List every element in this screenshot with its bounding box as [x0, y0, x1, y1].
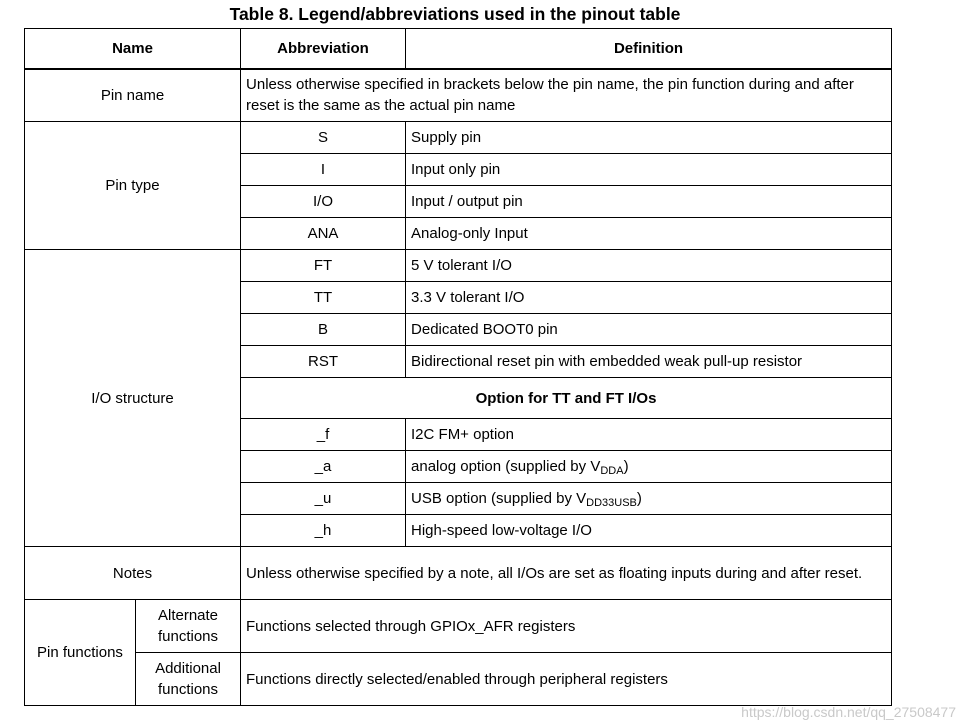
definition-text: ) [636, 490, 642, 507]
abbreviation-cell: TT [241, 282, 406, 314]
abbreviation-cell: _u [241, 483, 406, 515]
pin-type-label: Pin type [25, 122, 241, 250]
abbreviation-cell: I/O [241, 186, 406, 218]
header-name: Name [25, 29, 241, 69]
abbreviation-cell: I [241, 154, 406, 186]
subscript: DD33USB [586, 497, 637, 509]
watermark: https://blog.csdn.net/qq_27508477 [741, 704, 956, 720]
definition-cell [406, 451, 892, 483]
abbreviation-cell: B [241, 314, 406, 346]
table-row [25, 250, 892, 282]
definition-cell: Input only pin [406, 154, 892, 186]
abbreviation-cell: _h [241, 515, 406, 547]
definition-cell: Functions directly selected/enabled through peripheral registers [241, 653, 892, 706]
table-row [25, 69, 892, 122]
abbreviation-cell: S [241, 122, 406, 154]
definition-cell: 3.3 V tolerant I/O [406, 282, 892, 314]
option-heading: Option for TT and FT I/Os [241, 378, 892, 419]
abbreviation-cell: _f [241, 419, 406, 451]
abbreviation-cell: ANA [241, 218, 406, 250]
definition-cell: Input / output pin [406, 186, 892, 218]
header-definition: Definition [406, 29, 892, 69]
definition-cell: Supply pin [406, 122, 892, 154]
pin-name-label: Pin name [25, 69, 241, 122]
table-row [25, 122, 892, 154]
legend-table [24, 28, 892, 706]
pin-name-definition: Unless otherwise specified in brackets below the pin name, the pin function during and after reset is the same as the actual pin name [241, 69, 892, 122]
table-caption: Table 8. Legend/abbreviations used in the pinout table [229, 4, 681, 24]
definition-cell: 5 V tolerant I/O [406, 250, 892, 282]
definition-cell: Bidirectional reset pin with embedded weak pull-up resistor [406, 346, 892, 378]
definition-cell: Dedicated BOOT0 pin [406, 314, 892, 346]
subscript: DDA [600, 465, 624, 477]
abbreviation-cell: FT [241, 250, 406, 282]
definition-text: ) [623, 458, 629, 475]
notes-label: Notes [25, 547, 241, 600]
notes-definition: Unless otherwise specified by a note, all I/Os are set as floating inputs during and after reset. [241, 547, 892, 600]
definition-text: analog option (supplied by V [411, 458, 601, 475]
abbreviation-cell: RST [241, 346, 406, 378]
abbreviation-cell: _a [241, 451, 406, 483]
sub-name-cell: Alternate functions [136, 600, 241, 653]
definition-cell [406, 483, 892, 515]
definition-text: USB option (supplied by V [411, 490, 587, 507]
io-structure-label: I/O structure [25, 250, 241, 547]
table-row [25, 547, 892, 600]
definition-cell: Analog-only Input [406, 218, 892, 250]
header-row [25, 29, 892, 69]
definition-cell: Functions selected through GPIOx_AFR registers [241, 600, 892, 653]
definition-cell: I2C FM+ option [406, 419, 892, 451]
sub-name-cell: Additional functions [136, 653, 241, 706]
pin-functions-label: Pin functions [25, 600, 136, 706]
table-row [25, 600, 892, 653]
header-abbreviation: Abbreviation [241, 29, 406, 69]
definition-cell: High-speed low-voltage I/O [406, 515, 892, 547]
table-row [25, 653, 892, 706]
